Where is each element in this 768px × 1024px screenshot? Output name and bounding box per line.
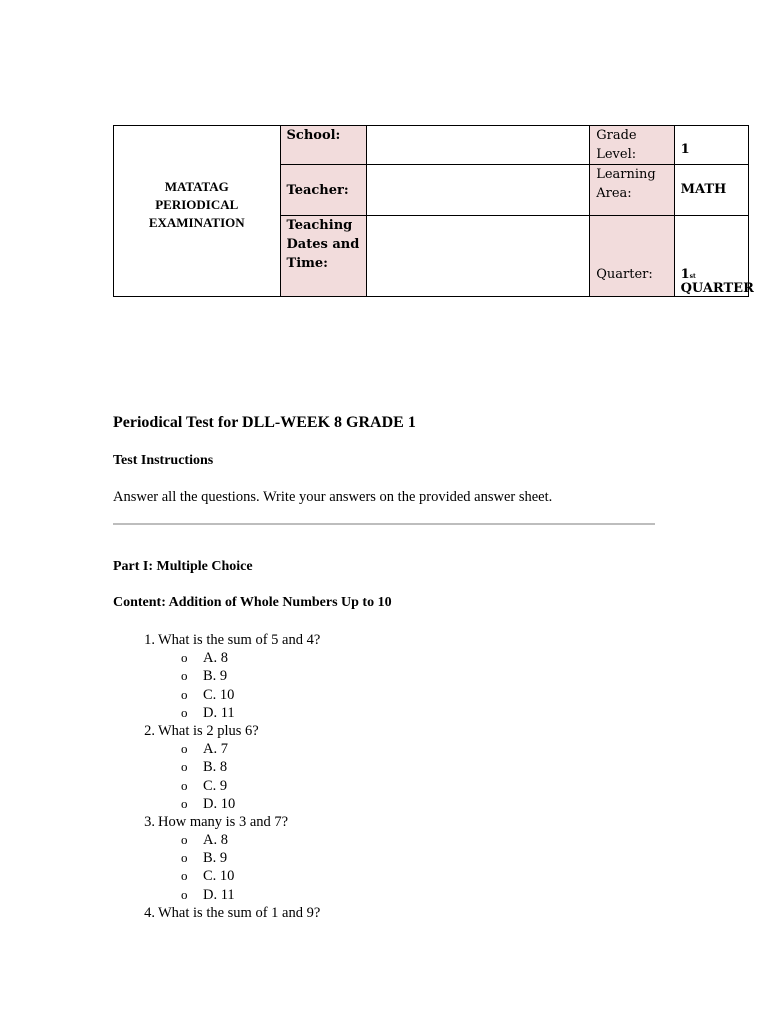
learning-area-label-line: Learning <box>596 167 656 182</box>
option-text: A. 8 <box>203 650 228 667</box>
teaching-dates-field[interactable] <box>367 216 590 297</box>
option-bullet: o <box>181 850 188 866</box>
option-text: B. 8 <box>203 759 228 776</box>
grade-level-value-text: 1 <box>680 142 690 157</box>
learning-area-label <box>590 165 674 216</box>
option-text: C. 9 <box>203 777 228 794</box>
quarter-value-sup: st <box>689 273 696 280</box>
exam-title-cell <box>114 126 281 297</box>
option-text: D. 11 <box>203 704 235 721</box>
teaching-dates-label-line: Dates and <box>286 237 360 252</box>
horizontal-divider <box>113 523 655 525</box>
teaching-dates-label-line: Time: <box>286 256 328 271</box>
content-title: Content: Addition of Whole Numbers Up to 10 <box>113 595 392 610</box>
grade-level-value <box>674 126 748 165</box>
instructions-text: Answer all the questions. Write your answers on the provided answer sheet. <box>113 489 553 505</box>
option-text: D. 10 <box>203 795 236 812</box>
quarter-value-word: QUARTER <box>680 281 754 296</box>
teacher-label: Teacher: <box>280 165 367 216</box>
option-bullet: o <box>181 777 188 793</box>
option-bullet: o <box>181 650 188 666</box>
quarter-value-num-line <box>681 230 742 282</box>
option-bullet: o <box>181 668 188 684</box>
option-text: D. 11 <box>203 886 235 903</box>
grade-level-label: Grade Level: <box>590 126 674 165</box>
question-text: What is the sum of 5 and 4? <box>158 632 321 648</box>
option-bullet: o <box>181 868 188 884</box>
school-field[interactable] <box>367 126 590 165</box>
learning-area-label-line: Area: <box>596 186 632 201</box>
option-bullet: o <box>181 759 188 775</box>
option-bullet: o <box>181 832 188 848</box>
exam-title-line: PERIODICAL <box>155 197 239 212</box>
teacher-field[interactable] <box>367 165 590 216</box>
option-text: B. 9 <box>203 668 228 685</box>
exam-title-line: MATATAG <box>164 179 229 194</box>
exam-header-table <box>113 125 754 297</box>
question-number: 1. <box>144 632 155 648</box>
quarter-label: Quarter: <box>590 216 674 297</box>
teaching-dates-label <box>280 216 367 297</box>
question-text: What is 2 plus 6? <box>158 722 259 739</box>
question-text: How many is 3 and 7? <box>158 813 289 830</box>
option-bullet: o <box>181 886 188 902</box>
school-label: School: <box>280 126 367 165</box>
option-text: A. 7 <box>203 741 228 758</box>
option-bullet: o <box>181 686 188 702</box>
option-text: C. 10 <box>203 868 235 885</box>
question-number: 2. <box>144 722 155 739</box>
question-text: What is the sum of 1 and 9? <box>158 904 321 921</box>
exam-title-line: EXAMINATION <box>148 215 245 230</box>
question-number: 3. <box>144 813 155 830</box>
instructions-heading: Test Instructions <box>113 453 214 468</box>
option-text: B. 9 <box>203 850 228 867</box>
quarter-value-num: 1 <box>680 267 690 282</box>
option-text: C. 10 <box>203 686 235 703</box>
test-title: Periodical Test for DLL-WEEK 8 GRADE 1 <box>113 414 416 431</box>
option-bullet: o <box>181 741 188 757</box>
option-bullet: o <box>181 795 188 811</box>
option-bullet: o <box>181 704 188 720</box>
teaching-dates-label-line: Teaching <box>286 218 353 233</box>
option-text: A. 8 <box>203 832 228 849</box>
quarter-value <box>674 216 754 297</box>
learning-area-value: MATH <box>674 165 748 216</box>
part-title: Part I: Multiple Choice <box>113 559 253 574</box>
question-number: 4. <box>144 904 155 921</box>
